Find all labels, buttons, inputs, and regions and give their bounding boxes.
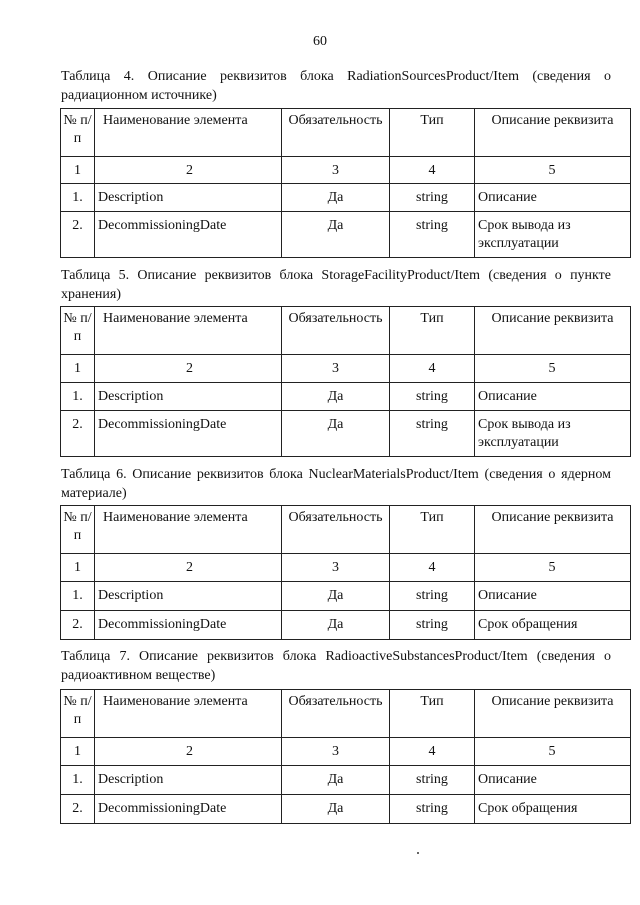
row-type: string [390,184,475,212]
row-desc: Срок вывода из эксплуатации [475,411,631,457]
page-number: 60 [313,34,327,49]
header-type: Тип [390,109,475,157]
col-number: 2 [95,554,282,582]
header-desc: Описание реквизита [475,690,631,738]
table-row [61,766,631,795]
col-number: 5 [475,355,631,383]
header-type: Тип [390,690,475,738]
header-type: Тип [390,506,475,554]
table-4-caption: Таблица 4. Описание реквизитов блока RadiationSourcesProduct/Item (сведения о радиационном источнике) [61,69,611,103]
header-num: № п/п [61,307,95,355]
row-type: string [390,212,475,258]
row-num: 2. [61,411,95,457]
row-type: string [390,766,475,795]
table-row [61,184,631,212]
row-name: Description [95,766,282,795]
col-number: 3 [282,738,390,766]
table-row [61,212,631,258]
row-type: string [390,411,475,457]
row-type: string [390,582,475,611]
col-number: 2 [95,738,282,766]
table-5-caption: Таблица 5. Описание реквизитов блока StorageFacilityProduct/Item (сведения о пункте хранения) [61,268,611,302]
header-name: Наименование элемента [95,690,282,738]
row-required: Да [282,611,390,640]
table-6-caption: Таблица 6. Описание реквизитов блока NuclearMaterialsProduct/Item (сведения о ядерном материале) [61,467,611,501]
col-number: 1 [61,554,95,582]
header-desc: Описание реквизита [475,109,631,157]
row-num: 1. [61,184,95,212]
row-type: string [390,795,475,824]
row-desc: Описание [475,383,631,411]
row-num: 1. [61,582,95,611]
row-num: 1. [61,766,95,795]
table-6 [60,505,631,640]
row-desc: Срок обращения [475,611,631,640]
col-number: 1 [61,738,95,766]
row-required: Да [282,582,390,611]
row-name: Description [95,184,282,212]
table-row [61,383,631,411]
header-num: № п/п [61,506,95,554]
col-number: 3 [282,157,390,184]
header-desc: Описание реквизита [475,307,631,355]
header-name: Наименование элемента [95,109,282,157]
table-5 [60,306,631,457]
row-num: 2. [61,212,95,258]
table-row [61,582,631,611]
col-number: 1 [61,355,95,383]
header-required: Обязательность [282,690,390,738]
row-desc: Описание [475,184,631,212]
row-desc: Срок вывода из эксплуатации [475,212,631,258]
table-row [61,611,631,640]
row-required: Да [282,766,390,795]
row-name: DecommissioningDate [95,212,282,258]
col-number: 2 [95,157,282,184]
header-desc: Описание реквизита [475,506,631,554]
col-number: 4 [390,554,475,582]
header-num: № п/п [61,109,95,157]
header-required: Обязательность [282,506,390,554]
col-number: 4 [390,157,475,184]
row-num: 2. [61,795,95,824]
header-required: Обязательность [282,307,390,355]
row-name: DecommissioningDate [95,795,282,824]
row-name: Description [95,582,282,611]
row-num: 1. [61,383,95,411]
col-number: 3 [282,355,390,383]
scan-speck [417,852,419,854]
row-required: Да [282,212,390,258]
row-required: Да [282,383,390,411]
table-7-caption: Таблица 7. Описание реквизитов блока RadioactiveSubstancesProduct/Item (сведения о радиоактивном веществе) [61,649,611,683]
col-number: 5 [475,554,631,582]
row-name: Description [95,383,282,411]
row-type: string [390,611,475,640]
row-desc: Срок обращения [475,795,631,824]
row-name: DecommissioningDate [95,411,282,457]
header-type: Тип [390,307,475,355]
col-number: 3 [282,554,390,582]
header-name: Наименование элемента [95,506,282,554]
header-required: Обязательность [282,109,390,157]
row-required: Да [282,795,390,824]
table-4 [60,108,631,258]
col-number: 1 [61,157,95,184]
row-desc: Описание [475,766,631,795]
row-required: Да [282,184,390,212]
table-7 [60,689,631,824]
row-required: Да [282,411,390,457]
col-number: 2 [95,355,282,383]
col-number: 4 [390,738,475,766]
row-type: string [390,383,475,411]
table-row [61,795,631,824]
row-name: DecommissioningDate [95,611,282,640]
col-number: 4 [390,355,475,383]
table-row [61,411,631,457]
header-num: № п/п [61,690,95,738]
col-number: 5 [475,738,631,766]
col-number: 5 [475,157,631,184]
row-desc: Описание [475,582,631,611]
header-name: Наименование элемента [95,307,282,355]
row-num: 2. [61,611,95,640]
